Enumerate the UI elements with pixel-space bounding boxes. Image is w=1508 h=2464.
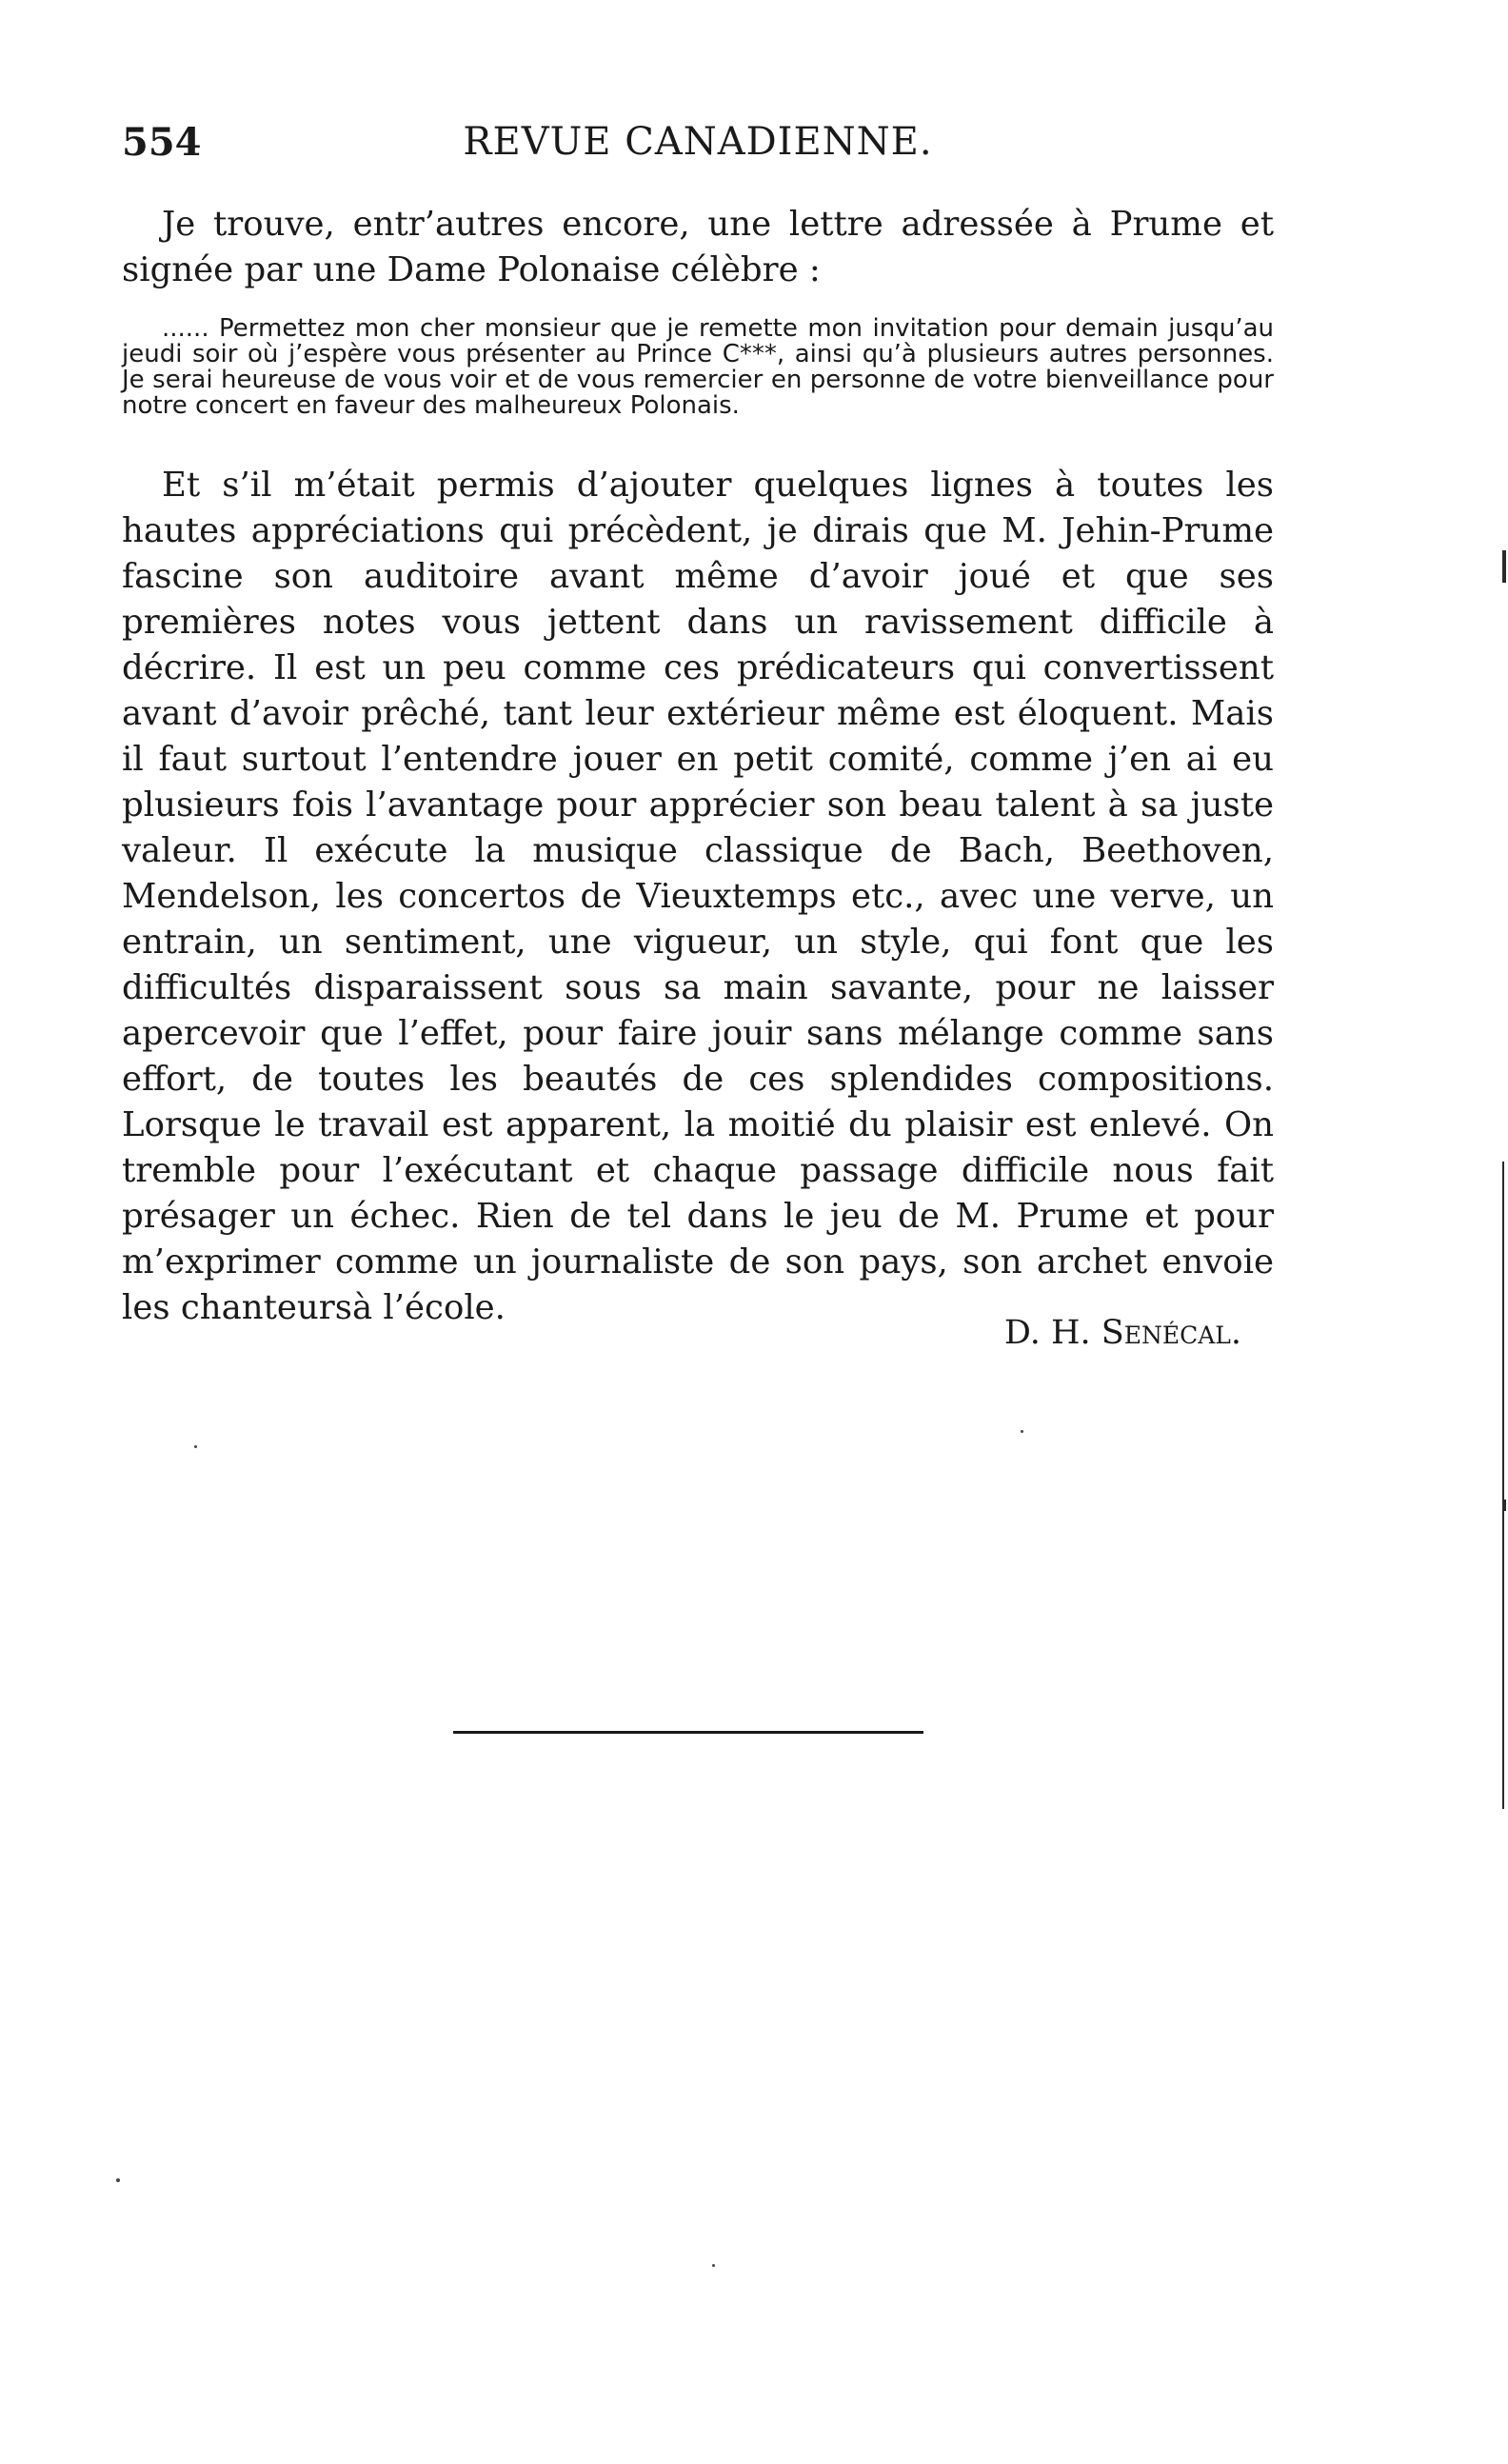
scan-speck [1021, 1430, 1023, 1433]
scan-edge-mark [1502, 550, 1506, 583]
scan-speck [194, 1445, 197, 1448]
journal-title: REVUE CANADIENNE. [463, 120, 933, 164]
quoted-letter: ...... Permettez mon cher monsieur que je remette mon invitation pour demain jusqu’au jeudi soir où j’espère vous présenter au Prince C***, ainsi qu’à plusieurs autres personnes. Je serai heureuse de vous voir et de vous remercier en personne de votre bienveillance pour notre concert en faveur des malheureux Polonais. [122, 314, 1274, 420]
scan-speck [712, 2264, 715, 2267]
running-head [122, 120, 1274, 177]
section-divider [453, 1731, 923, 1734]
intro-paragraph: Je trouve, entr’autres encore, une lettre adressée à Prume et signée par une Dame Polonaise célèbre : [122, 205, 1274, 289]
scan-speck [116, 2178, 120, 2182]
scan-edge-mark [1502, 1500, 1506, 1511]
main-paragraph: Et s’il m’était permis d’ajouter quelques lignes à toutes les hautes appréciations qui précèdent, je dirais que M. Jehin-Prume fascine son auditoire avant même d’avoir joué et que ses premières notes vous jettent dans un ravissement difficile à décrire. Il est un peu comme ces prédicateurs qui convertissent avant d’avoir prêché, tant leur extérieur même est éloquent. Mais il faut surtout l’entendre jouer en petit comité, comme j’en ai eu plusieurs fois l’avantage pour apprécier son beau talent à sa juste valeur. Il exécute la musique classique de Bach, Beethoven, Mendelson, les concertos de Vieuxtemps etc., avec une verve, un entrain, un sentiment, une vigueur, un style, qui font que les difficultés disparaissent sous sa main savante, pour ne laisser apercevoir que l’effet, pour faire jouir sans mélange comme sans effort, de toutes les beautés de ces splendides compositions. Lorsque le travail est apparent, la moitié du plaisir est enlevé. On tremble pour l’exécutant et chaque passage difficile nous fait présager un échec. Rien de tel dans le jeu de M. Prume et pour m’exprimer comme un journaliste de son pays, son archet envoie les chanteursà l’école. [122, 466, 1274, 1327]
page-number: 554 [122, 120, 202, 165]
author-signature: D. H. Senécal. [1003, 1314, 1241, 1352]
scan-edge-line [1502, 1162, 1504, 1809]
